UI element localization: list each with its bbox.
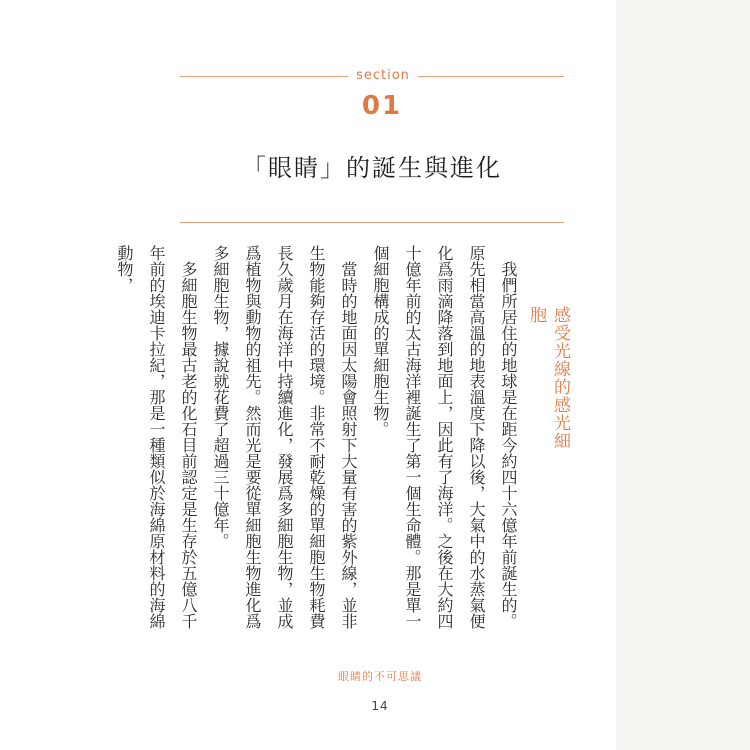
section-label: section <box>356 68 410 83</box>
paragraph-2: 當時的地面因太陽會照射下大量有害的紫外線，並非生物能夠存活的環境。非常不耐乾燥的單細胞生物耗費長久歲月在海洋中持續進化，發展爲多細胞生物，並成爲植物與動物的祖先。然而光是要從單細胞生物進化爲多細胞生物，據說就花費了超過三十億年。 <box>211 245 358 629</box>
page-edge-margin <box>616 0 750 750</box>
subheading: 感受光線的感光細胞 <box>526 306 570 450</box>
section-rule-left <box>180 76 348 77</box>
page-number: 14 <box>371 699 389 713</box>
section-rule-right <box>418 76 564 77</box>
title-divider <box>180 222 564 223</box>
paragraph-3: 多細胞生物最古老的化石目前認定是生存於五億八千年前的埃迪卡拉紀，那是一種類似於海綿原材料的海綿動物， <box>115 245 198 629</box>
paragraph-1: 我們所居住的地球是在距今約四十六億年前誕生的。原先相當高溫的地表溫度下降以後，大氣中的水蒸氣便化爲雨滴降落到地面上，因此有了海洋。之後在大約四十億年前的太古海洋裡誕生了第一個生命體。那是單一個細胞構成的單細胞生物。 <box>371 245 518 629</box>
chapter-title: 「眼睛」的誕生與進化 <box>242 154 502 182</box>
section-number: 01 <box>361 91 403 121</box>
running-footer-title: 眼睛的不可思議 <box>338 670 422 683</box>
body-text <box>115 245 524 635</box>
